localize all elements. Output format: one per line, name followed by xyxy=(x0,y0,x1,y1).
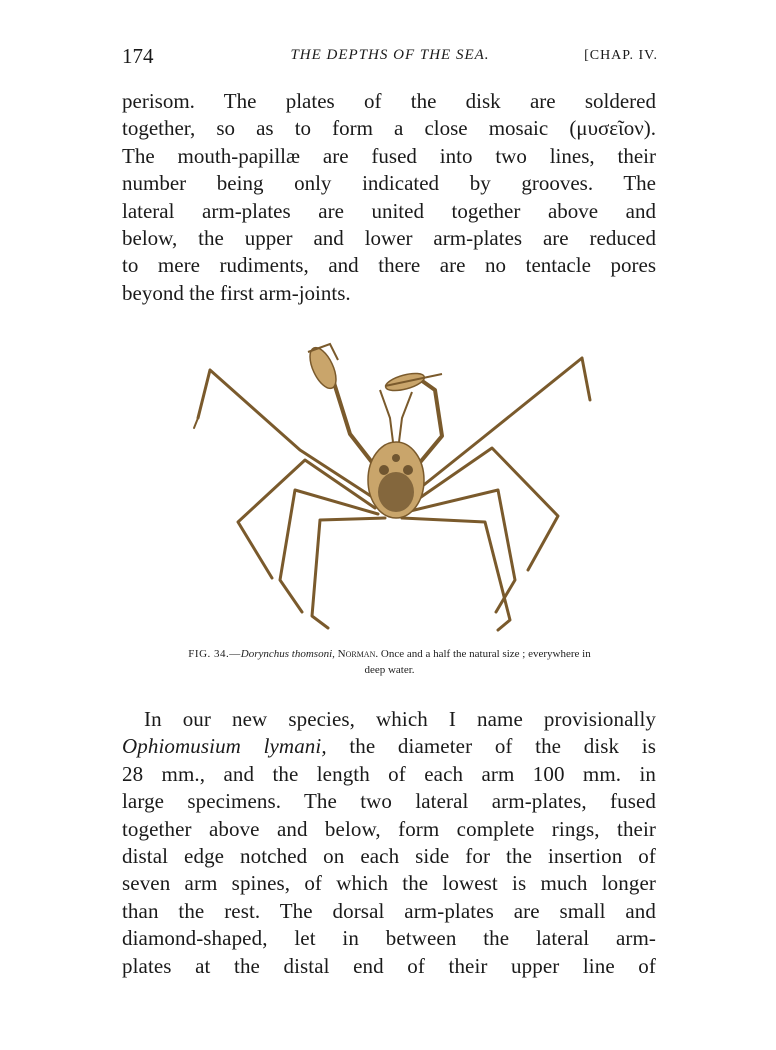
text-line: to mere rudiments, and there are no tentacle pores xyxy=(122,253,656,278)
page-header xyxy=(122,44,658,70)
text-line: together, so as to form a close mosaic (μυσεῖον). xyxy=(122,116,656,141)
caption-text: Once and a half the natural size ; everywhere in xyxy=(380,648,591,660)
text-line: 28 mm., and the length of each arm 100 mm. in xyxy=(122,761,656,786)
running-title: THE DEPTHS OF THE SEA. xyxy=(290,47,490,63)
paragraph-2 xyxy=(122,706,656,980)
chapter-label: [CHAP. IV. xyxy=(584,48,658,63)
text-line: diamond-shaped, let in between the lateral arm- xyxy=(122,926,656,951)
figure-caption xyxy=(132,646,647,678)
text-line: perisom. The plates of the disk are soldered xyxy=(122,89,656,113)
text-line: together above and below, form complete rings, their xyxy=(122,816,656,841)
caption-line-1 xyxy=(132,646,647,662)
text-line: seven arm spines, of which the lowest is much longer xyxy=(122,871,656,896)
paragraph-1 xyxy=(122,88,656,307)
text-fragment: the diameter of the disk is xyxy=(326,734,656,759)
text-line: beyond the first arm-joints. xyxy=(122,280,351,305)
text-line: The mouth-papillæ are fused into two lines, their xyxy=(122,143,656,168)
text-line xyxy=(122,733,656,760)
caption-species: Dorynchus thomsoni, xyxy=(240,648,335,660)
text-line: plates at the distal end of their upper line of xyxy=(122,953,656,978)
text-line: number being only indicated by grooves. The xyxy=(122,171,656,196)
species-name: Ophiomusium lymani, xyxy=(122,734,327,759)
caption-line-2: deep water. xyxy=(364,664,415,676)
crab-claws xyxy=(305,344,442,394)
caption-author: Norman. xyxy=(337,648,379,660)
text-line: large specimens. The two lateral arm-plates, fused xyxy=(122,789,656,814)
page-number: 174 xyxy=(122,44,154,68)
text-line: below, the upper and lower arm-plates are reduced xyxy=(122,226,656,251)
crab-carapace xyxy=(368,442,424,518)
crab-rostrum xyxy=(380,390,412,450)
text-line: distal edge notched on each side for the insertion of xyxy=(122,844,656,869)
crab-illustration xyxy=(180,330,600,640)
text-line: lateral arm-plates are united together above and xyxy=(122,198,656,223)
caption-label: FIG. 34.— xyxy=(188,648,241,660)
text-line: In our new species, which I name provisionally xyxy=(144,707,656,731)
text-line: than the rest. The dorsal arm-plates are small and xyxy=(122,898,656,923)
